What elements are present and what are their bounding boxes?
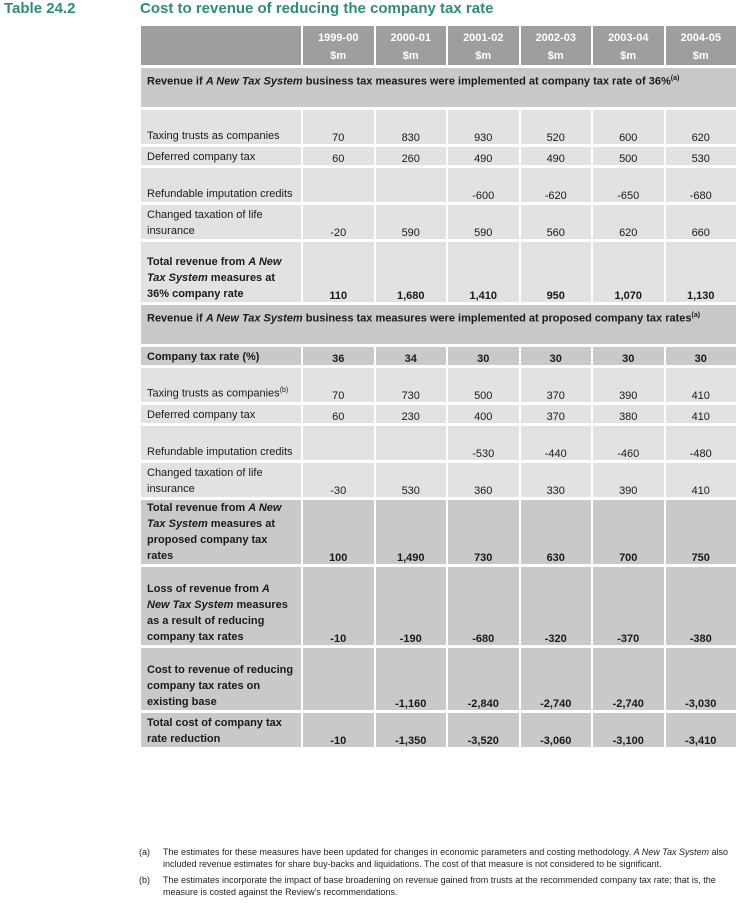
cell-value: 500 xyxy=(448,368,519,402)
cell-value: 100 xyxy=(303,500,374,564)
column-year: 2003-04 xyxy=(608,32,649,44)
cell-value: 1,070 xyxy=(593,242,664,302)
cell-value: -3,520 xyxy=(448,713,519,747)
column-header xyxy=(376,26,447,65)
cell-value: 370 xyxy=(521,368,592,402)
footnote-marker: (a) xyxy=(139,847,150,857)
cell-value: 330 xyxy=(521,463,592,497)
column-unit: $m xyxy=(547,50,564,62)
row-label: Changed taxation of life insurance xyxy=(141,463,301,497)
cell-value: 730 xyxy=(376,368,447,402)
cell-value: -380 xyxy=(666,567,737,645)
cell-value: -3,060 xyxy=(521,713,592,747)
row-label: Total revenue from A New Tax System measures at proposed company tax rates xyxy=(141,500,301,564)
row-label: Cost to revenue of reducing company tax rates on existing base xyxy=(141,648,301,710)
cell-value: -530 xyxy=(448,426,519,460)
column-year: 1999-00 xyxy=(318,32,359,44)
cell-value: 730 xyxy=(448,500,519,564)
cell-value: 60 xyxy=(303,147,374,165)
cell-value: -650 xyxy=(593,168,664,202)
cost-existing-base-row xyxy=(141,648,736,710)
footnote-a xyxy=(139,846,735,870)
cell-value: 410 xyxy=(666,463,737,497)
table-row xyxy=(141,405,736,423)
section-heading-36 xyxy=(141,68,736,107)
section-heading-cell xyxy=(141,305,736,344)
cell-value xyxy=(303,426,374,460)
cell-value: 490 xyxy=(448,147,519,165)
column-unit: $m xyxy=(402,50,419,62)
footnote-text: The estimates incorporate the impact of base broadening on revenue gained from trusts at the recommended company tax rate; that is, the measure is costed against the Review’s recommendations. xyxy=(163,875,716,897)
section-title-italic: A New Tax System xyxy=(205,75,303,88)
cell-value: 1,410 xyxy=(448,242,519,302)
footnotes xyxy=(139,846,735,902)
column-unit: $m xyxy=(692,50,709,62)
cell-value: 30 xyxy=(521,347,592,365)
cell-value: 400 xyxy=(448,405,519,423)
cell-value: -620 xyxy=(521,168,592,202)
cell-value: -600 xyxy=(448,168,519,202)
cell-value: 30 xyxy=(666,347,737,365)
cell-value: 700 xyxy=(593,500,664,564)
footnote-text: The estimates for these measures have been updated for changes in economic parameters and costing methodology. A New Tax System also included revenue estimates for share buy-backs and liquidations. The cost of that measure is not considered to be significant. xyxy=(163,847,728,869)
column-year: 2002-03 xyxy=(535,32,576,44)
cell-value xyxy=(376,168,447,202)
row-label: Deferred company tax xyxy=(141,147,301,165)
cell-value: -480 xyxy=(666,426,737,460)
cell-value: -190 xyxy=(376,567,447,645)
cell-value: 110 xyxy=(303,242,374,302)
row-label: Total cost of company tax rate reduction xyxy=(141,713,301,747)
cell-value: 34 xyxy=(376,347,447,365)
cell-value: -30 xyxy=(303,463,374,497)
column-header xyxy=(593,26,664,65)
cell-value: -2,740 xyxy=(593,648,664,710)
table-row xyxy=(141,168,736,202)
cell-value: 830 xyxy=(376,110,447,144)
cell-value: -2,740 xyxy=(521,648,592,710)
section-heading-proposed xyxy=(141,305,736,344)
cell-value: 620 xyxy=(593,205,664,239)
cell-value: 70 xyxy=(303,368,374,402)
table-row xyxy=(141,205,736,239)
cell-value: -680 xyxy=(666,168,737,202)
column-header xyxy=(448,26,519,65)
cell-value: -1,160 xyxy=(376,648,447,710)
cell-value: 30 xyxy=(593,347,664,365)
company-tax-rate-row xyxy=(141,347,736,365)
cell-value xyxy=(376,426,447,460)
cell-value: 530 xyxy=(666,147,737,165)
table-number: Table 24.2 xyxy=(4,0,76,17)
cell-value: -680 xyxy=(448,567,519,645)
cell-value: 70 xyxy=(303,110,374,144)
column-header xyxy=(303,26,374,65)
cell-value: 1,490 xyxy=(376,500,447,564)
footnote-marker: (b) xyxy=(139,875,150,885)
cell-value: -320 xyxy=(521,567,592,645)
row-label: Refundable imputation credits xyxy=(141,426,301,460)
table-row xyxy=(141,368,736,402)
cell-value: 630 xyxy=(521,500,592,564)
cell-value: 260 xyxy=(376,147,447,165)
column-year: 2004-05 xyxy=(680,32,721,44)
table-title: Cost to revenue of reducing the company tax rate xyxy=(140,0,494,17)
section-heading-cell xyxy=(141,68,736,107)
cell-value: 390 xyxy=(593,463,664,497)
cell-value: 600 xyxy=(593,110,664,144)
cell-value: -3,030 xyxy=(666,648,737,710)
column-unit: $m xyxy=(330,50,347,62)
cell-value: -3,410 xyxy=(666,713,737,747)
section-title-text: Revenue if xyxy=(147,75,206,88)
cell-value: 560 xyxy=(521,205,592,239)
cell-value: -1,350 xyxy=(376,713,447,747)
column-header xyxy=(666,26,737,65)
cell-value: 660 xyxy=(666,205,737,239)
cell-value xyxy=(303,648,374,710)
section-title-text: business tax measures were implemented at company tax rate of 36% xyxy=(302,75,671,88)
cell-value: 750 xyxy=(666,500,737,564)
row-label: Total revenue from A New Tax System measures at 36% company rate xyxy=(141,242,301,302)
row-label: Refundable imputation credits xyxy=(141,168,301,202)
cell-value: 500 xyxy=(593,147,664,165)
cell-value: -10 xyxy=(303,567,374,645)
cell-value: -370 xyxy=(593,567,664,645)
cell-value: 360 xyxy=(448,463,519,497)
total-row-proposed xyxy=(141,500,736,564)
cell-value: -3,100 xyxy=(593,713,664,747)
section-title-italic: A New Tax System xyxy=(205,312,303,325)
cell-value: 950 xyxy=(521,242,592,302)
cell-value: 620 xyxy=(666,110,737,144)
cell-value: 930 xyxy=(448,110,519,144)
column-header xyxy=(521,26,592,65)
cell-value: 60 xyxy=(303,405,374,423)
section-title-text: business tax measures were implemented at proposed company tax rates xyxy=(302,312,692,325)
cell-value: 30 xyxy=(448,347,519,365)
footnote-ref: (a) xyxy=(670,75,680,82)
revenue-table xyxy=(139,23,738,750)
table-row xyxy=(141,426,736,460)
column-year: 2001-02 xyxy=(463,32,504,44)
footnote-ref: (a) xyxy=(691,312,701,319)
cell-value: 1,680 xyxy=(376,242,447,302)
cell-value: -20 xyxy=(303,205,374,239)
section-title-text: Revenue if xyxy=(147,312,206,325)
column-unit: $m xyxy=(620,50,637,62)
cell-value: 590 xyxy=(376,205,447,239)
cell-value: 520 xyxy=(521,110,592,144)
row-label: Changed taxation of life insurance xyxy=(141,205,301,239)
cell-value: 1,130 xyxy=(666,242,737,302)
total-row-36 xyxy=(141,242,736,302)
column-unit: $m xyxy=(475,50,492,62)
header-row xyxy=(141,26,736,65)
cell-value: 380 xyxy=(593,405,664,423)
row-label: Loss of revenue from A New Tax System measures as a result of reducing company tax rates xyxy=(141,567,301,645)
row-label: Deferred company tax xyxy=(141,405,301,423)
cell-value: 36 xyxy=(303,347,374,365)
table-row xyxy=(141,147,736,165)
cell-value xyxy=(303,168,374,202)
cell-value: 590 xyxy=(448,205,519,239)
column-year: 2000-01 xyxy=(390,32,431,44)
cell-value: 390 xyxy=(593,368,664,402)
cell-value: -440 xyxy=(521,426,592,460)
cell-value: 490 xyxy=(521,147,592,165)
table-row xyxy=(141,110,736,144)
cell-value: -460 xyxy=(593,426,664,460)
cell-value: -2,840 xyxy=(448,648,519,710)
cell-value: 530 xyxy=(376,463,447,497)
cell-value: 370 xyxy=(521,405,592,423)
footnote-b xyxy=(139,874,735,898)
header-blank-cell xyxy=(141,26,301,65)
row-label: Company tax rate (%) xyxy=(141,347,301,365)
loss-of-revenue-row xyxy=(141,567,736,645)
table-row xyxy=(141,463,736,497)
total-cost-row xyxy=(141,713,736,747)
cell-value: 410 xyxy=(666,368,737,402)
row-label: Taxing trusts as companies$^{(b)}$ xyxy=(141,368,301,402)
row-label: Taxing trusts as companies xyxy=(141,110,301,144)
cell-value: 410 xyxy=(666,405,737,423)
cell-value: 230 xyxy=(376,405,447,423)
cell-value: -10 xyxy=(303,713,374,747)
